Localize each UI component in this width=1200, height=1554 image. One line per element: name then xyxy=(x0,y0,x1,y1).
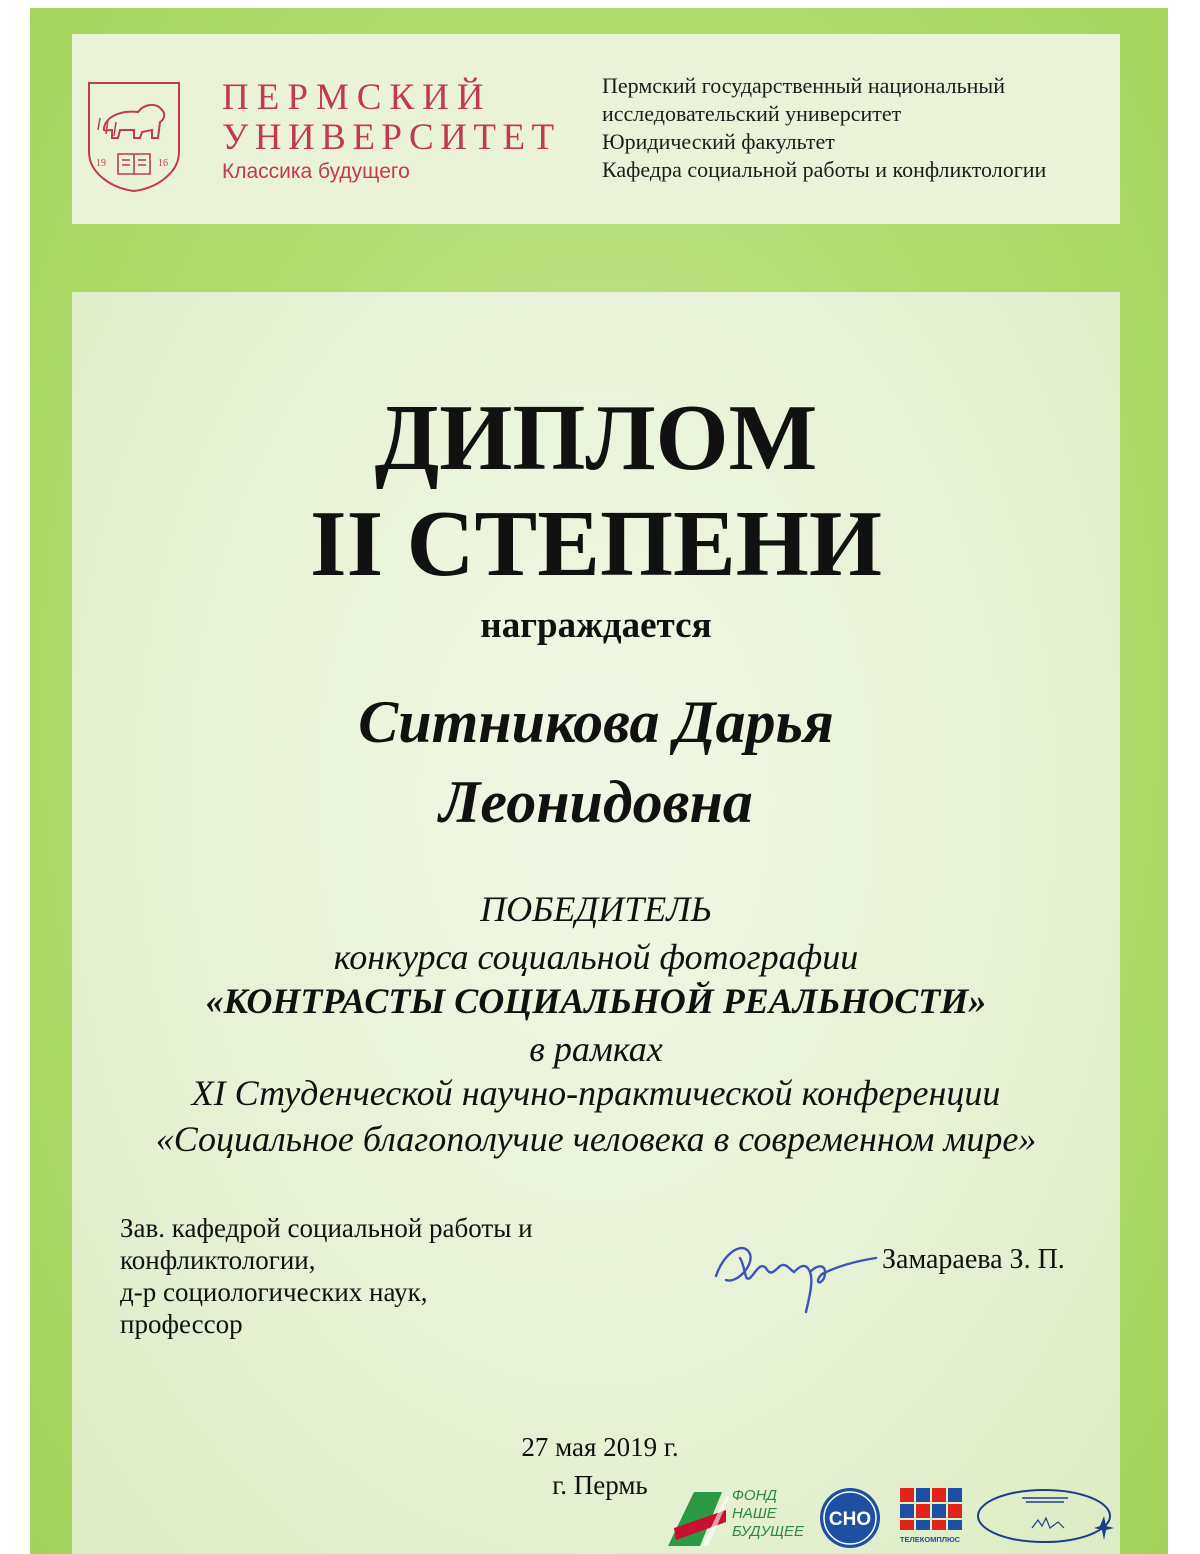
handwritten-signature-icon xyxy=(710,1232,880,1318)
diploma-degree: II СТЕПЕНИ xyxy=(310,492,882,596)
logo-year-left: 19 xyxy=(96,158,106,169)
university-name-line2: УНИВЕРСИТЕТ xyxy=(222,117,561,158)
recipient-name-line2: Леонидовна xyxy=(439,769,753,835)
awarded-text: награждается xyxy=(480,605,712,646)
telekom-logo-label: ТЕЛЕКОМПЛЮС xyxy=(899,1535,961,1544)
bear-book-emblem-icon xyxy=(86,80,182,194)
status-text: ПОБЕДИТЕЛЬ xyxy=(480,889,712,929)
diploma-title: ДИПЛОМ xyxy=(374,386,818,490)
conference-line: XI Студенческой научно-практической конференции xyxy=(191,1073,1001,1113)
institution-line: Пермский государственный национальный xyxy=(602,73,1005,98)
recipient-name-line1: Ситникова Дарья xyxy=(358,689,834,755)
signatory-position-line: д-р социологических наук, xyxy=(120,1277,428,1307)
signatory-position xyxy=(120,1212,533,1340)
signatory-name: Замараева З. П. xyxy=(882,1244,1065,1275)
contest-title: «КОНТРАСТЫ СОЦИАЛЬНОЙ РЕАЛЬНОСТИ» xyxy=(205,981,987,1021)
cho-logo-icon xyxy=(818,1486,882,1550)
contest-line: конкурса социальной фотографии xyxy=(333,937,859,977)
logo-year-right: 16 xyxy=(158,158,168,169)
institution-line: Кафедра социальной работы и конфликтологии xyxy=(602,157,1047,182)
fond-logo-line: БУДУЩЕЕ xyxy=(732,1523,805,1540)
conference-logo-icon xyxy=(972,1484,1116,1548)
fond-logo-line: ФОНД xyxy=(732,1487,777,1504)
within-text: в рамках xyxy=(529,1029,663,1069)
institution-line: исследовательский университет xyxy=(602,101,902,126)
cho-logo-label: СНО xyxy=(828,1509,872,1530)
telekom-plus-logo-icon xyxy=(894,1484,966,1546)
issue-date: 27 мая 2019 г. xyxy=(521,1432,679,1462)
institution-block xyxy=(602,72,1046,184)
university-name-line1: ПЕРМСКИЙ xyxy=(222,77,492,118)
signatory-position-line: Зав. кафедрой социальной работы и xyxy=(120,1213,533,1243)
university-slogan: Классика будущего xyxy=(222,160,410,183)
signatory-position-line: профессор xyxy=(120,1309,243,1339)
issue-city: г. Пермь xyxy=(552,1470,648,1500)
conference-title: «Социальное благополучие человека в современном мире» xyxy=(155,1119,1037,1159)
fond-logo-line: НАШЕ xyxy=(732,1505,777,1522)
signatory-position-line: конфликтологии, xyxy=(120,1245,316,1275)
institution-line: Юридический факультет xyxy=(602,129,835,154)
